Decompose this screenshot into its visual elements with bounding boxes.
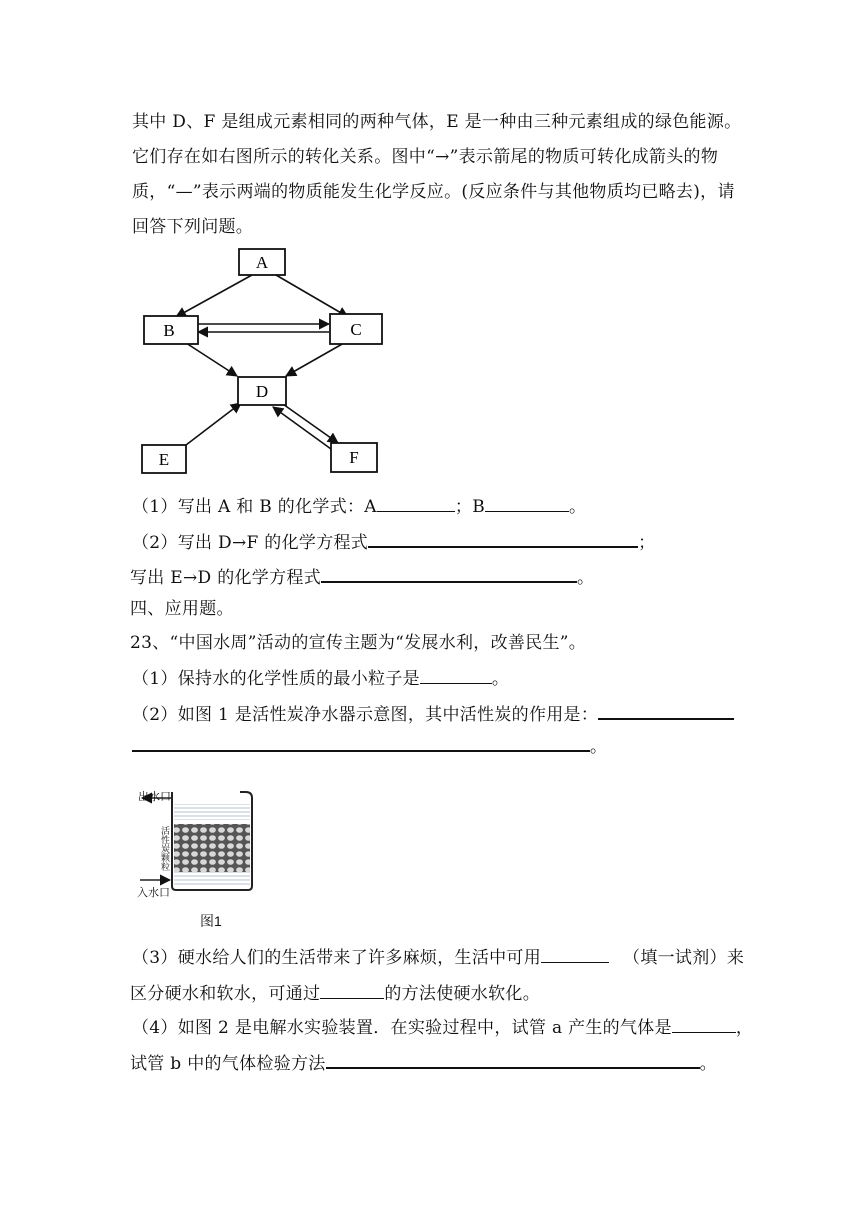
- granule-label: 颗粒: [160, 853, 170, 871]
- question-23-4a: [132, 1016, 753, 1039]
- q23-3b-prefix: 区分硬水和软水，可通过: [130, 984, 321, 1004]
- question-23-title: 23、“中国水周”活动的宣传主题为“发展水利，改善民生”。: [130, 633, 587, 653]
- node-a-label: A: [255, 253, 269, 272]
- answer-blank-smallest-particle[interactable]: [420, 667, 492, 684]
- q23-2-prefix: （2）如图 1 是活性炭净水器示意图，其中活性炭的作用是：: [132, 705, 599, 725]
- node-f: [331, 443, 377, 472]
- intro-line-4: 回答下列问题。: [132, 217, 254, 237]
- q23-2-end: 。: [590, 737, 608, 757]
- question-23-3a: [132, 946, 744, 969]
- q23-4a-end: ，: [735, 1018, 754, 1038]
- answer-blank-reagent[interactable]: [541, 946, 609, 963]
- node-d: [238, 377, 286, 405]
- arrow-d-to-f: [280, 402, 338, 443]
- answer-blank-gas-b-test[interactable]: [326, 1051, 700, 1069]
- node-c: [330, 314, 382, 344]
- node-e-label: E: [158, 450, 170, 469]
- carbon-layer-label: [158, 826, 170, 871]
- question-23-2-cont: [132, 734, 607, 758]
- q2b-prefix: 写出 E→D 的化学方程式: [130, 568, 321, 588]
- answer-blank-carbon-role-cont[interactable]: [132, 734, 590, 752]
- q23-1-prefix: （1）保持水的化学性质的最小粒子是: [132, 669, 420, 689]
- node-b-label: B: [163, 321, 175, 340]
- q23-3a-prefix: （3）硬水给人们的生活带来了许多麻烦，生活中可用: [132, 948, 542, 968]
- carbon-label: 活性炭: [160, 826, 170, 853]
- answer-blank-carbon-role[interactable]: [598, 702, 734, 720]
- answer-blank-d-to-f[interactable]: [368, 530, 638, 548]
- q1-prefix: （1）写出 A 和 B 的化学式：A: [132, 497, 377, 517]
- intro-line-2: 它们存在如右图所示的转化关系。图中“→”表示箭尾的物质可转化成箭头的物: [132, 147, 719, 167]
- question-2a: [132, 530, 655, 554]
- inlet-label: 入水口: [137, 887, 170, 899]
- answer-blank-a[interactable]: [377, 495, 455, 512]
- question-2b: [130, 565, 594, 589]
- q2a-prefix: （2）写出 D→F 的化学方程式: [132, 533, 369, 553]
- activated-carbon-layer: [174, 824, 250, 872]
- answer-blank-b[interactable]: [485, 495, 569, 512]
- intro-line-1: 其中 D、F 是组成元素相同的两种气体，E 是一种由三种元素组成的绿色能源。: [132, 112, 742, 132]
- section-heading: 四、应用题。: [130, 599, 234, 619]
- node-c-label: C: [350, 320, 362, 339]
- node-d-label: D: [255, 382, 269, 401]
- q23-1-end: 。: [491, 669, 510, 689]
- question-23-2: [132, 702, 734, 726]
- question-23-1: [132, 667, 509, 690]
- q1-sep: ；B: [454, 497, 485, 517]
- question-1: [132, 495, 586, 518]
- arrow-b-to-d: [186, 343, 237, 376]
- arrow-f-to-d: [273, 407, 331, 449]
- q2a-end: ；: [638, 533, 656, 553]
- question-23-3b: [130, 982, 540, 1005]
- answer-blank-gas-a[interactable]: [672, 1016, 736, 1033]
- q2b-end: 。: [577, 568, 595, 588]
- outlet-label: 出水口: [138, 791, 171, 803]
- node-e: [142, 445, 186, 473]
- figure-1-caption: 图1: [200, 913, 222, 929]
- intro-line-3: 质，“—”表示两端的物质能发生化学反应。(反应条件与其他物质均已略去)，请: [132, 182, 735, 202]
- answer-blank-e-to-d[interactable]: [321, 565, 577, 583]
- arrow-a-to-c: [276, 275, 348, 317]
- q23-4b-prefix: 试管 b 中的气体检验方法: [130, 1054, 326, 1074]
- q23-3b-end: 的方法使硬水软化。: [384, 984, 541, 1004]
- arrow-e-to-d: [186, 403, 241, 445]
- node-f-label: F: [349, 448, 359, 467]
- q1-end: 。: [568, 497, 587, 517]
- arrow-c-to-d: [286, 343, 344, 376]
- node-a: [239, 249, 285, 275]
- arrow-a-to-b: [176, 275, 252, 317]
- q23-4b-end: 。: [699, 1054, 717, 1074]
- question-23-4b: [130, 1051, 717, 1075]
- conversion-diagram: [134, 243, 394, 478]
- answer-blank-softening[interactable]: [320, 982, 384, 999]
- q23-4a-prefix: （4）如图 2 是电解水实验装置．在实验过程中，试管 a 产生的气体是: [132, 1018, 672, 1038]
- q23-3a-mid: （填一试剂）来: [623, 948, 745, 968]
- node-b: [144, 316, 198, 344]
